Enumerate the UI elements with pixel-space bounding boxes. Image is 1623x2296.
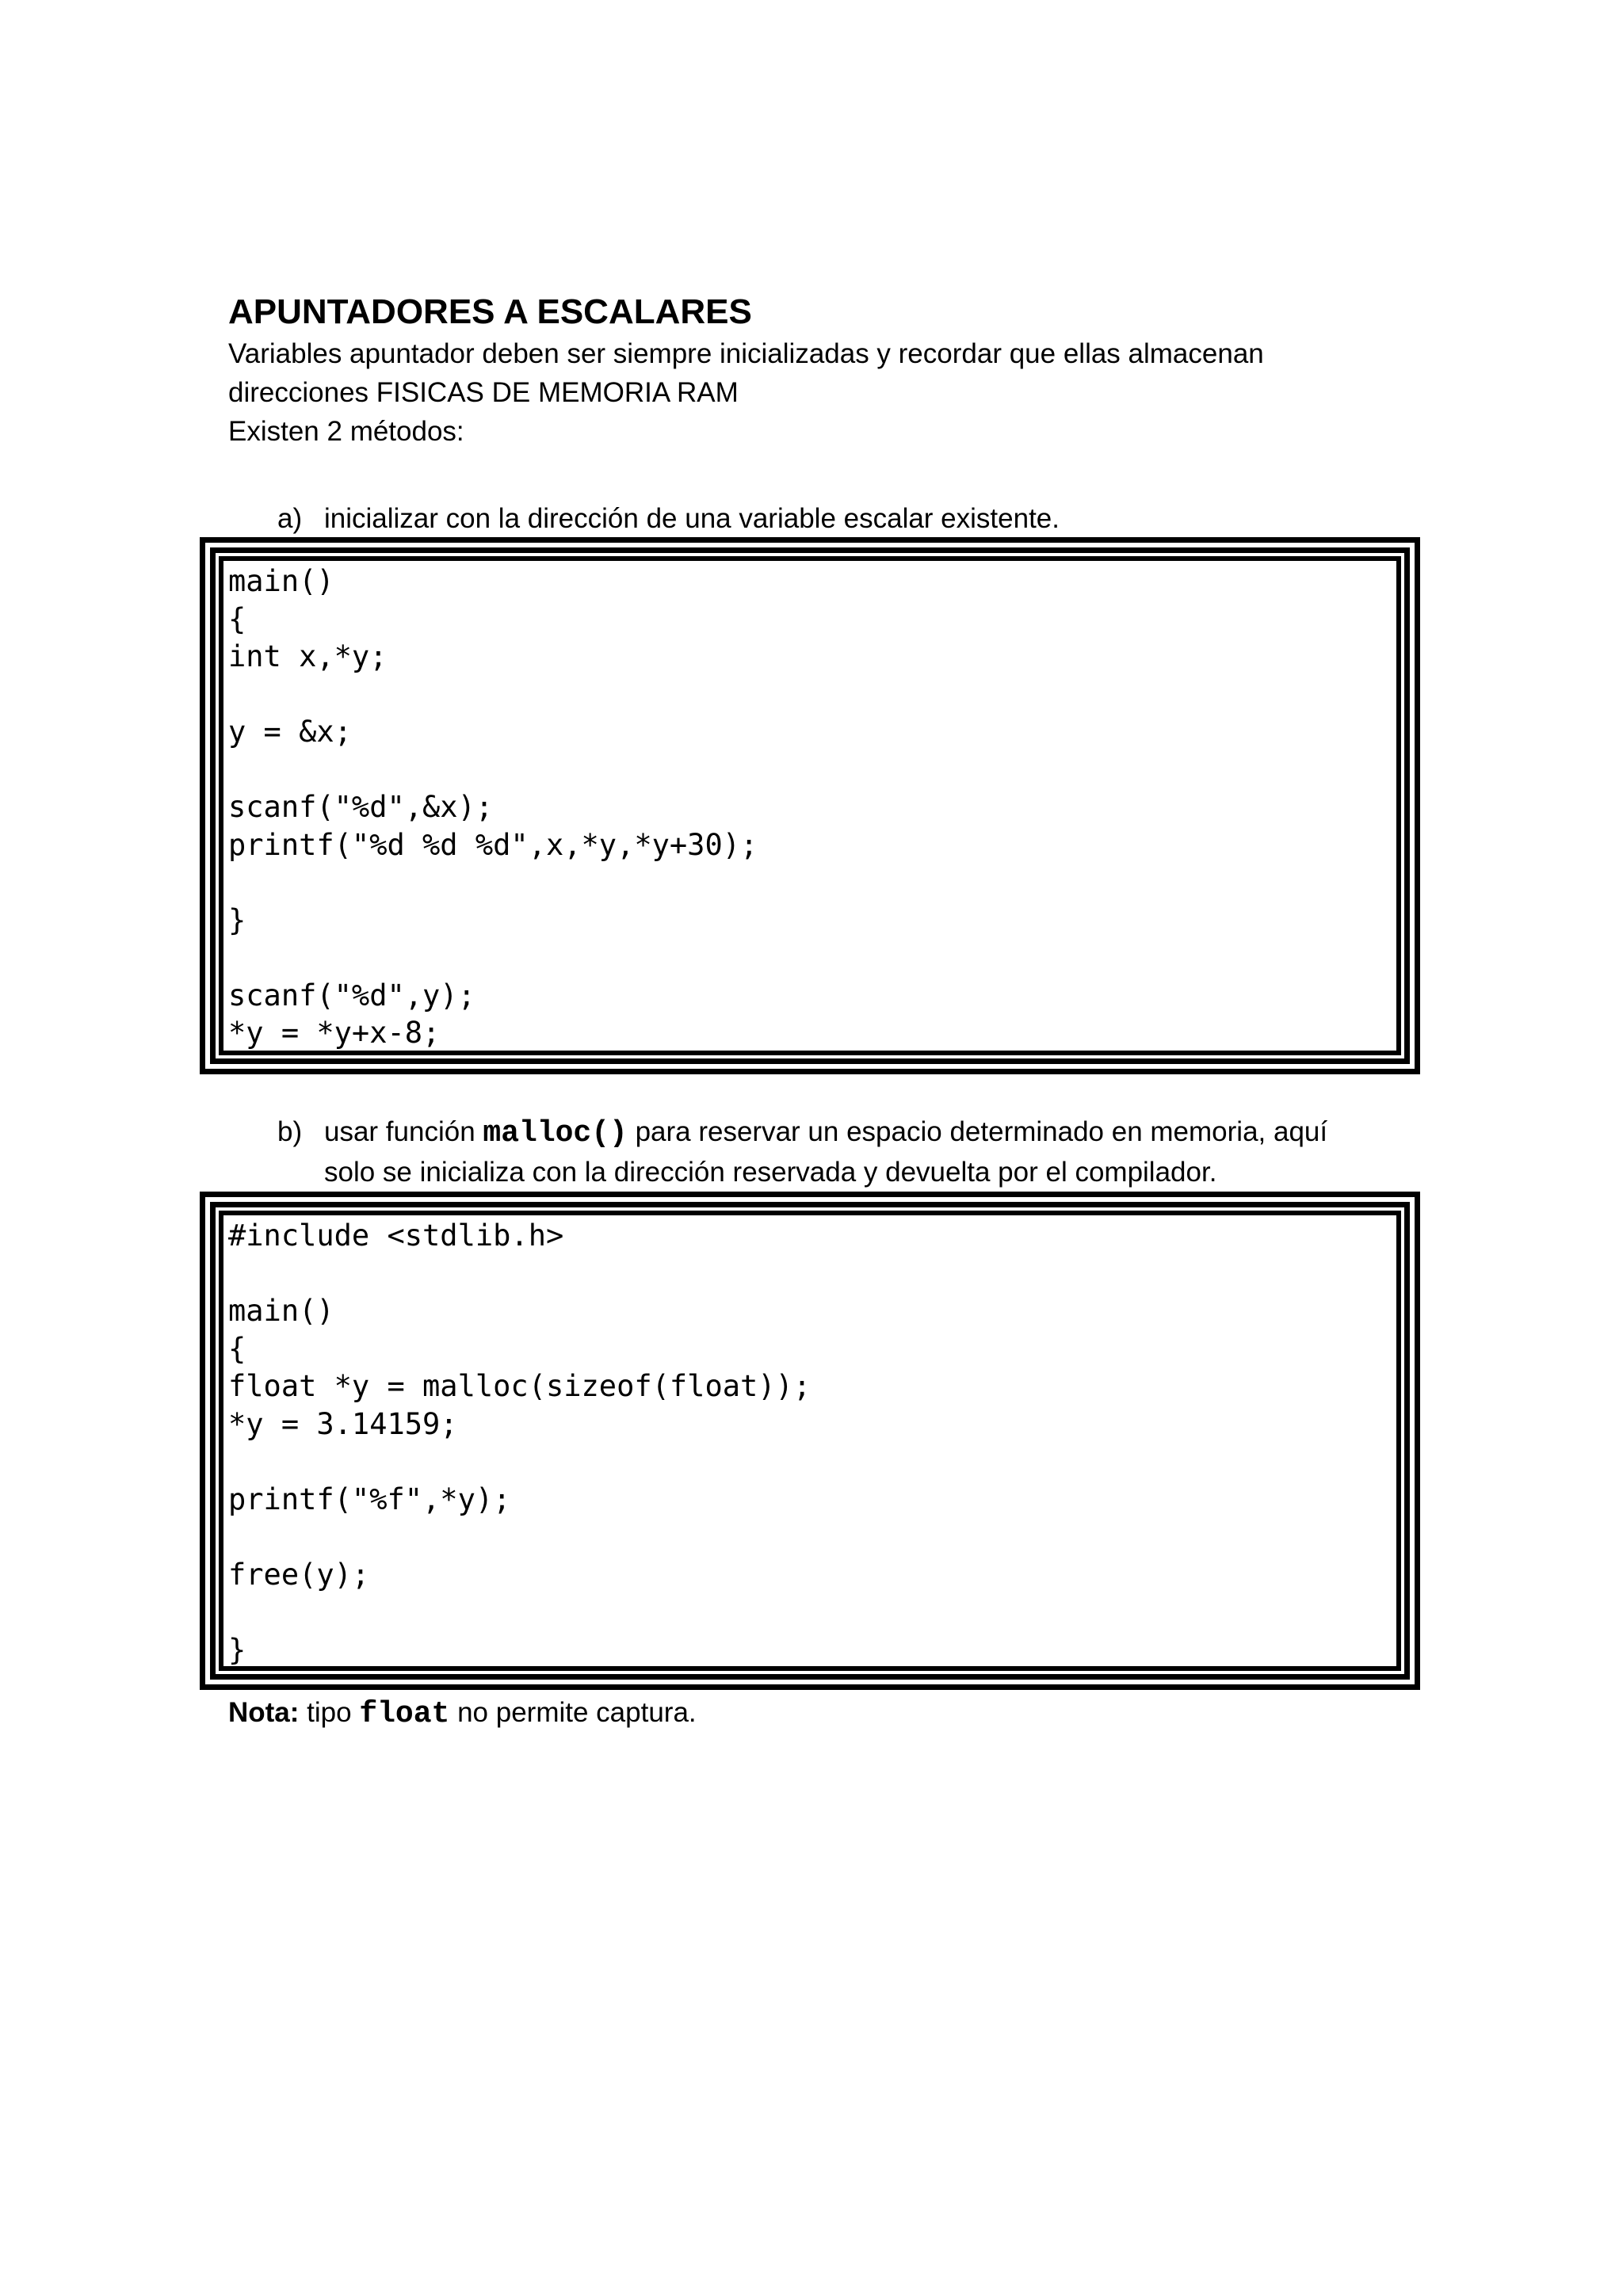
code-a-line: y = &x; [228,715,352,749]
note-text-before: tipo [299,1697,360,1728]
method-a-text: inicializar con la dirección de una variable escalar existente. [324,503,1060,534]
code-a-line [228,676,1392,714]
code-a-line: *y = *y+x-8; [228,1016,441,1050]
code-b-line [228,1255,1392,1293]
code-b-line: { [228,1331,246,1366]
code-a-line [228,864,1392,902]
code-a-line [228,751,1392,789]
code-b-line: printf("%f",*y); [228,1482,511,1516]
malloc-keyword: malloc() [483,1116,628,1150]
code-box-b [200,1192,1420,1690]
code-b-line: } [228,1632,246,1667]
intro-line-2: direcciones FISICAS DE MEMORIA RAM [228,377,739,408]
code-listing-b [219,1211,1401,1671]
code-b-line: float *y = malloc(sizeof(float)); [228,1369,812,1403]
method-a-marker: a) [277,503,303,534]
code-b-line: #include <stdlib.h> [228,1219,564,1253]
code-a-line: main() [228,564,334,598]
method-b-item [228,1112,1417,1192]
code-a-line: scanf("%d",&x); [228,790,494,824]
note-label: Nota: [228,1697,300,1728]
code-a-line: int x,*y; [228,639,388,673]
intro-line-1: Variables apuntador deben ser siempre inicializadas y recordar que ellas almacenan [228,338,1264,369]
code-b-line: free(y); [228,1557,370,1592]
page-title: APUNTADORES A ESCALARES [228,292,752,331]
method-b-marker: b) [277,1116,303,1147]
code-b-line: main() [228,1294,334,1328]
code-a-line [228,939,1392,977]
note-paragraph [228,1693,697,1733]
intro-block [228,290,1417,451]
method-b-line-2: solo se inicializa con la dirección reservada y devuelta por el compilador. [324,1157,1217,1188]
method-b-description [228,1112,1417,1192]
code-a-line: { [228,601,246,636]
code-b-line [228,1593,1392,1631]
intro-line-3: Existen 2 métodos: [228,416,464,447]
code-a-line: } [228,902,246,937]
method-a-item [228,499,1417,538]
code-b-line [228,1443,1392,1481]
code-box-a [200,537,1420,1074]
code-b-line: *y = 3.14159; [228,1406,458,1441]
code-a-line: printf("%d %d %d",x,*y,*y+30); [228,827,758,862]
code-a-line: scanf("%d",y); [228,978,475,1013]
code-b-line [228,1518,1392,1556]
method-b-text-after: para reservar un espacio determinado en memoria, aquí [627,1116,1328,1147]
note-keyword: float [359,1697,450,1731]
code-listing-a [219,556,1401,1055]
method-a-description [228,499,1417,538]
note-text-after: no permite captura. [449,1697,697,1728]
method-b-text-before: usar función [324,1116,483,1147]
